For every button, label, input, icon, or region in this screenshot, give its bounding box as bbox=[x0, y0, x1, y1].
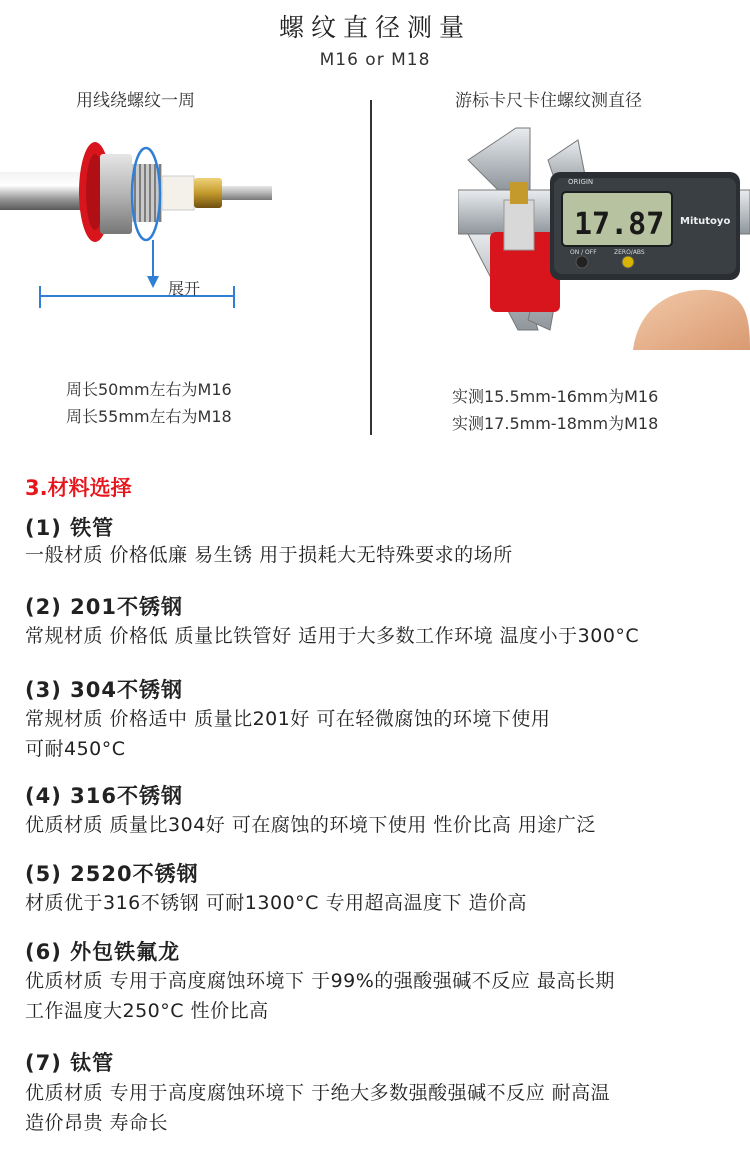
zero-abs-label: ZERO/ABS bbox=[614, 249, 645, 256]
caliper-brand: Mitutoyo bbox=[680, 216, 731, 227]
caliper-display-value: 17.87 bbox=[574, 207, 665, 242]
hex-nut bbox=[100, 154, 132, 234]
material-heading-5: (5) 2520不锈钢 bbox=[25, 862, 199, 886]
right-note-2: 实测17.5mm-18mm为M18 bbox=[452, 414, 659, 433]
right-caption: 游标卡尺卡住螺纹测直径 bbox=[455, 91, 642, 111]
page-subtitle: M16 or M18 bbox=[319, 50, 431, 70]
caliper-photo bbox=[458, 120, 750, 350]
material-desc-5: 材质优于316不锈钢 可耐1300°C 专用超高温度下 造价高 bbox=[25, 892, 528, 914]
expand-label: 展开 bbox=[168, 279, 201, 298]
material-heading-6: (6) 外包铁氟龙 bbox=[25, 940, 181, 964]
material-heading-4: (4) 316不锈钢 bbox=[25, 784, 183, 808]
material-heading-3: (3) 304不锈钢 bbox=[25, 678, 183, 702]
material-heading-7: (7) 钛管 bbox=[25, 1051, 115, 1075]
right-note-1: 实测15.5mm-16mm为M16 bbox=[452, 387, 659, 406]
material-desc-4: 优质材质 质量比304好 可在腐蚀的环境下使用 性价比高 用途广泛 bbox=[25, 814, 596, 836]
material-desc-1: 一般材质 价格低廉 易生锈 用于损耗大无特殊要求的场所 bbox=[25, 544, 513, 566]
brass-nut bbox=[194, 178, 222, 208]
material-desc-7: 优质材质 专用于高度腐蚀环境下 于绝大多数强酸强碱不反应 耐高温 造价昂贵 寿命长 bbox=[25, 1082, 611, 1134]
left-caption: 用线绕螺纹一周 bbox=[76, 91, 195, 111]
material-desc-3: 常规材质 价格适中 质量比201好 可在轻微腐蚀的环境下使用 可耐450°C bbox=[25, 708, 551, 760]
material-heading-1: (1) 铁管 bbox=[25, 516, 115, 540]
on-off-button bbox=[576, 256, 588, 268]
column-divider bbox=[370, 100, 372, 435]
material-desc-2: 常规材质 价格低 质量比铁管好 适用于大多数工作环境 温度小于300°C bbox=[25, 625, 640, 647]
caliper-origin-label: ORIGIN bbox=[568, 178, 594, 186]
ceramic-insulator bbox=[162, 176, 194, 210]
material-desc-6: 优质材质 专用于高度腐蚀环境下 于99%的强酸强碱不反应 最高长期 工作温度大250°C 性价比高 bbox=[25, 970, 615, 1022]
page-title: 螺纹直径测量 bbox=[278, 13, 471, 42]
expanded-length-line bbox=[40, 286, 234, 308]
zero-abs-button bbox=[622, 256, 634, 268]
caliper-upper-jaw bbox=[468, 128, 530, 190]
material-heading-2: (2) 201不锈钢 bbox=[25, 595, 183, 619]
terminal-stud bbox=[222, 186, 272, 200]
left-note-1: 周长50mm左右为M16 bbox=[66, 380, 232, 399]
heater-tube bbox=[0, 172, 86, 210]
thumb bbox=[633, 290, 750, 350]
on-off-label: ON / OFF bbox=[570, 249, 597, 256]
left-note-2: 周长55mm左右为M18 bbox=[66, 407, 232, 426]
section-title-materials: 3.材料选择 bbox=[25, 476, 132, 500]
